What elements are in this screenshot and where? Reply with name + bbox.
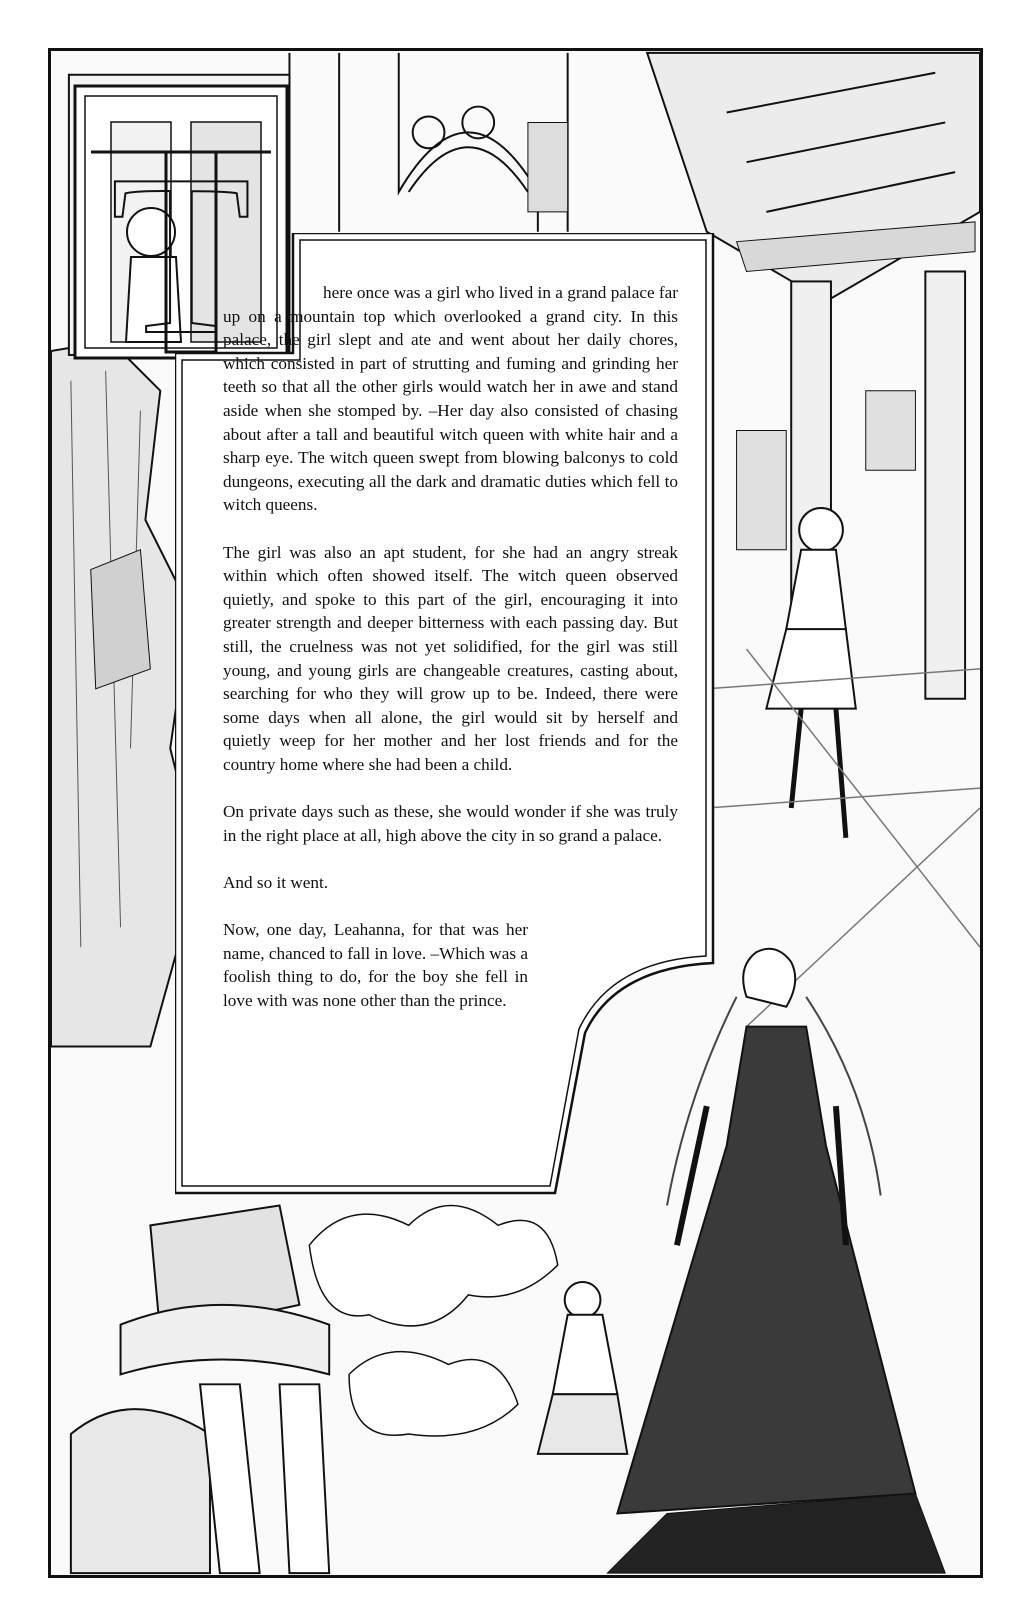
paragraph-4: And so it went. [223, 872, 329, 892]
drop-cap-letter: T [110, 127, 252, 367]
paragraph-5: Now, one day, Leahanna, for that was her name, chanced to fall in love. –Which was a foolish thing to do, for the boy she fell in love with was none other than the prince. [223, 920, 528, 1010]
story-body [223, 281, 678, 1036]
paragraph-1: here once was a girl who lived in a grand palace far up on a mountain top which overlooked a grand city. In this palace, the girl slept and ate and went about her daily chores, which consisted in part of strutting and fuming and grinding her teeth so that all the other girls would watch her in awe and stand aside when she stomped by. –Her day also consisted of chasing about after a tall and beautiful witch queen with white hair and a sharp eye. The witch queen swept from blowing balconys to cold dungeons, executing all the dark and dramatic duties which fell to witch queens. [223, 283, 678, 515]
story-text-box [175, 233, 715, 1218]
illustration-panel [48, 48, 983, 1578]
paragraph-3: On private days such as these, she would wonder if she was truly in the right place at all, high above the city in so grand a palace. [223, 802, 678, 845]
paragraph-2: The girl was also an apt student, for she had an angry streak within which often showed itself. The witch queen observed quietly, and spoke to this part of the girl, encouraging it into greater strength and deeper bitterness with each passing day. But still, the cruelness was not yet solidified, for the girl was still young, and young girls are changeable creatures, casting about, searching for who they will grow up to be. Indeed, there were some days when all alone, the girl would sit by herself and quietly weep for her mother and her lost friends and for the country home where she had been a child. [223, 542, 678, 774]
